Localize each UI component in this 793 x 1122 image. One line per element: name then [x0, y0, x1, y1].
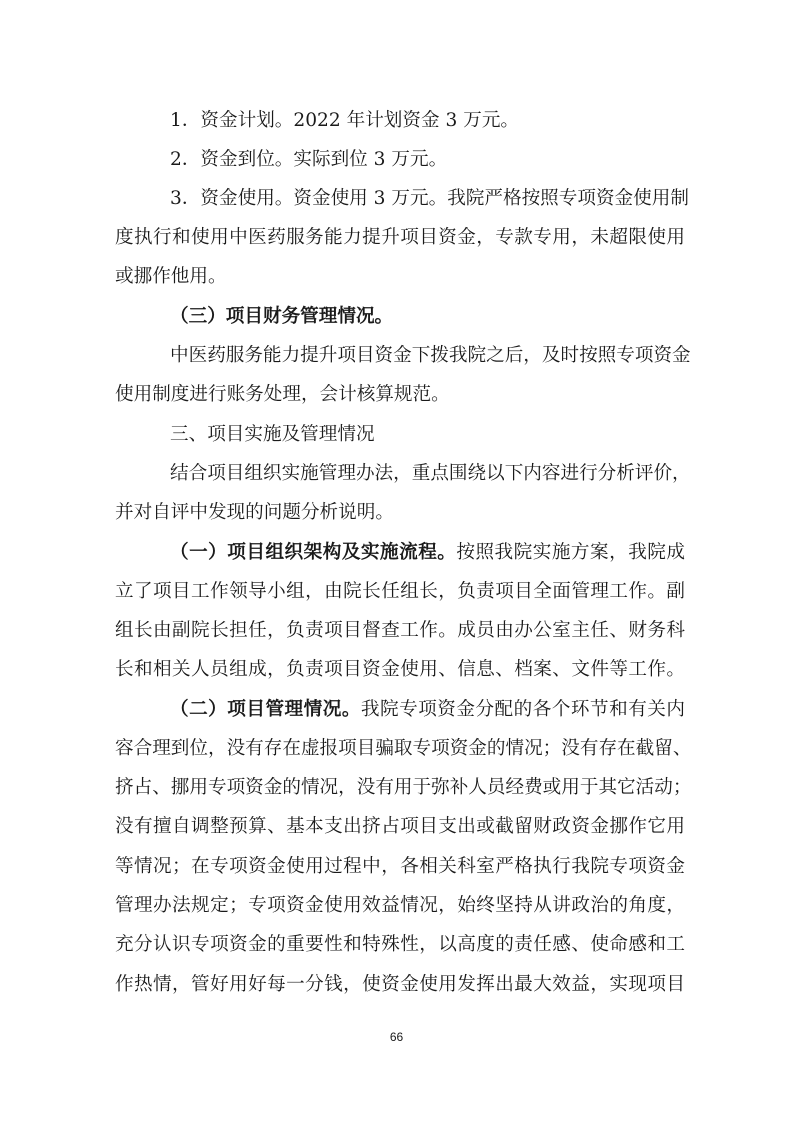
paragraph-fund-plan: 1．资金计划。2022 年计划资金 3 万元。: [170, 110, 520, 131]
paragraph-financial-line-1: 中医药服务能力提升项目资金下拨我院之后，及时按照专项资金: [170, 345, 691, 366]
organization-lead: （一）项目组织架构及实施流程。: [170, 542, 457, 563]
paragraph-management-line-4: 没有擅自调整预算、基本支出挤占项目支出或截留财政资金挪作它用: [115, 816, 685, 837]
organization-line-1-rest: 按照我院实施方案，我院成: [456, 542, 685, 563]
paragraph-evaluation-line-2: 并对自评中发现的问题分析说明。: [115, 502, 394, 523]
paragraph-management-line-6: 管理办法规定；专项资金使用效益情况，始终坚持从讲政治的角度，: [115, 895, 685, 916]
paragraph-organization-line-2: 立了项目工作领导小组，由院长任组长，负责项目全面管理工作。副: [115, 581, 685, 602]
paragraph-management-line-1: [170, 698, 685, 722]
section-heading-implementation: 三、项目实施及管理情况: [170, 424, 375, 445]
paragraph-management-line-5: 等情况；在专项资金使用过程中，各相关科室严格执行我院专项资金: [115, 856, 685, 877]
paragraph-organization-line-4: 长和相关人员组成，负责项目资金使用、信息、档案、文件等工作。: [115, 659, 685, 680]
heading-financial-management: （三）项目财务管理情况。: [170, 306, 394, 327]
paragraph-evaluation-line-1: 结合项目组织实施管理办法，重点围绕以下内容进行分析评价，: [170, 463, 691, 484]
management-line-1-rest: 我院专项资金分配的各个环节和有关内: [360, 699, 685, 720]
page-number: 66: [389, 1030, 404, 1044]
paragraph-financial-line-2: 使用制度进行账务处理，会计核算规范。: [115, 384, 450, 405]
paragraph-fund-use-line-2: 度执行和使用中医药服务能力提升项目资金，专款专用，未超限使用: [115, 227, 685, 248]
paragraph-fund-use-line-1: 3．资金使用。资金使用 3 万元。我院严格按照专项资金使用制: [170, 188, 689, 209]
paragraph-fund-arrival: 2．资金到位。实际到位 3 万元。: [170, 149, 448, 170]
paragraph-management-line-7: 充分认识专项资金的重要性和特殊性，以高度的责任感、使命感和工: [115, 934, 685, 955]
paragraph-management-line-3: 挤占、挪用专项资金的情况，没有用于弥补人员经费或用于其它活动；: [115, 777, 692, 798]
management-lead: （二）项目管理情况。: [170, 699, 361, 720]
paragraph-organization-line-1: [170, 541, 685, 565]
paragraph-organization-line-3: 组长由副院长担任，负责项目督查工作。成员由办公室主任、财务科: [115, 620, 685, 641]
paragraph-management-line-8: 作热情，管好用好每一分钱，使资金使用发挥出最大效益，实现项目: [115, 974, 685, 995]
paragraph-fund-use-line-3: 或挪作他用。: [115, 266, 227, 287]
paragraph-management-line-2: 容合理到位，没有存在虚报项目骗取专项资金的情况；没有存在截留、: [115, 738, 692, 759]
